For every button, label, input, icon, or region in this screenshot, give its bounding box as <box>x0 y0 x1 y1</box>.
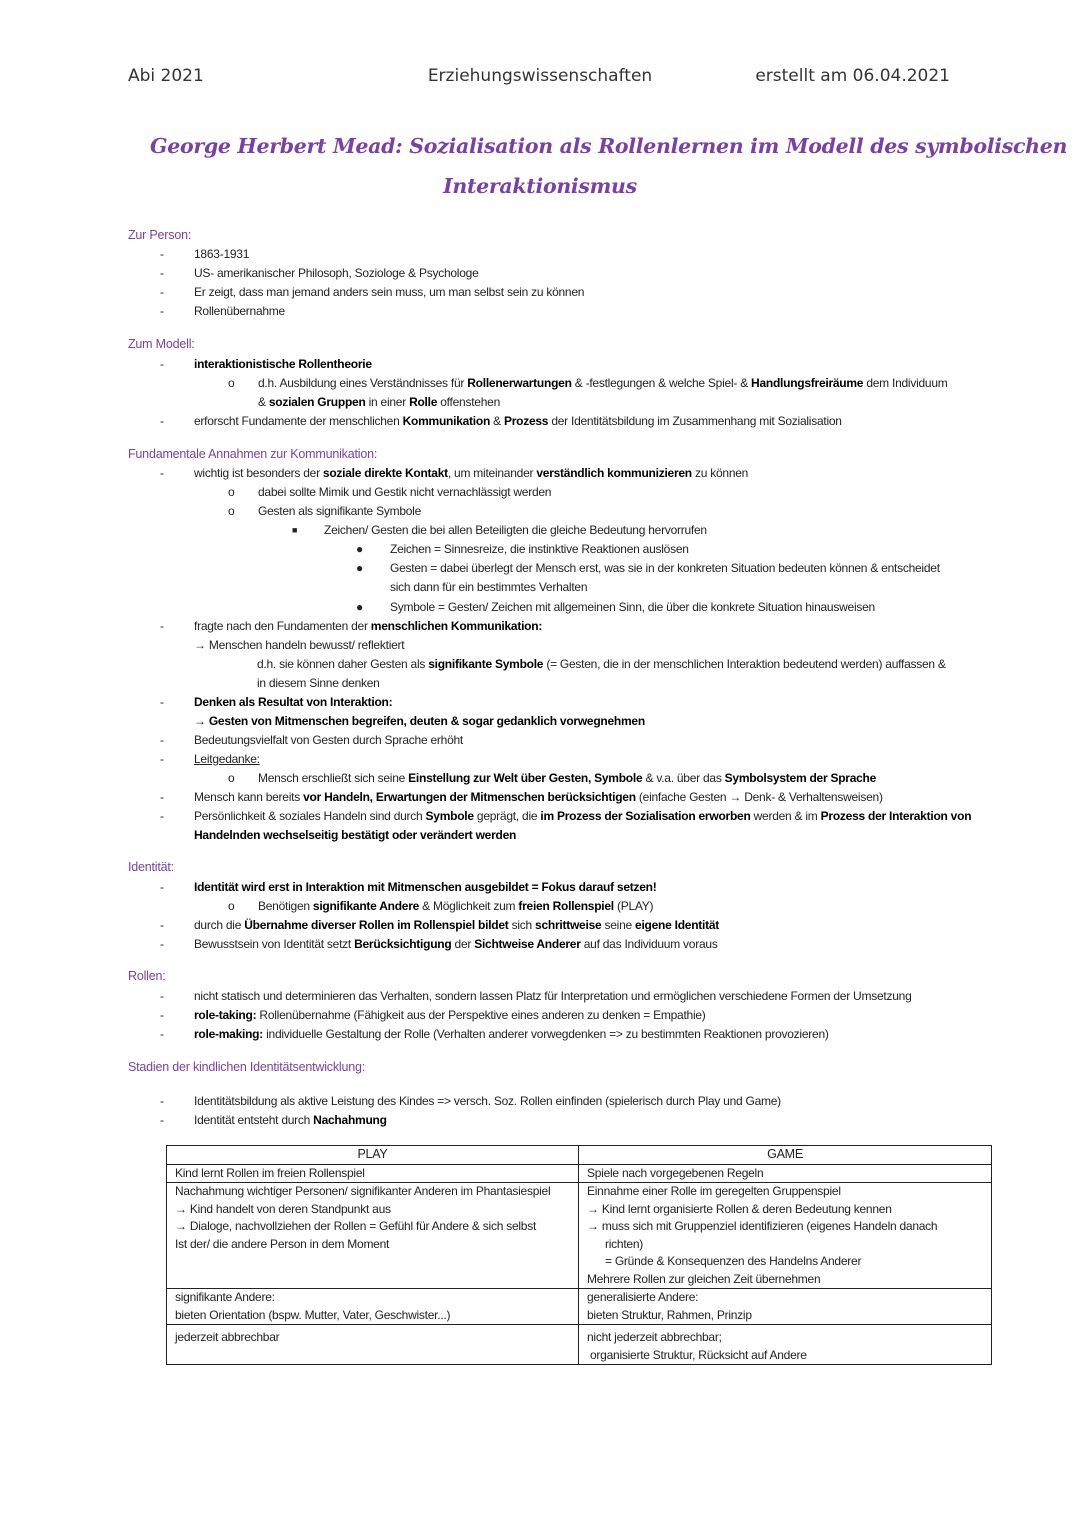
dot-bullet: ● <box>356 542 364 556</box>
modell-line: erforscht Fundamente der menschlichen Kommunikation & Prozess der Identitätsbildung im Zusammenhang mit Sozialisation <box>194 414 842 428</box>
cell-line: richten) <box>605 1236 644 1251</box>
kommunikation-line: Mensch kann bereits vor Handeln, Erwartungen der Mitmenschen berücksichtigen (einfache Gesten → Denk- & Verhaltensweisen) <box>194 790 883 804</box>
header-left: Abi 2021 <box>128 66 204 86</box>
header-center: Erziehungswissenschaften <box>427 66 653 86</box>
kommunikation-line: Gesten = dabei überlegt der Mensch erst, was sie in der konkreten Situation bedeuten können & entscheidet <box>390 561 940 575</box>
cell-line: bieten Orientation (bspw. Mutter, Vater, Geschwister...) <box>175 1307 451 1322</box>
dash-bullet: - <box>160 1113 164 1127</box>
table-cell-play <box>167 1164 579 1183</box>
stadien-line: Identität entsteht durch Nachahmung <box>194 1113 387 1127</box>
kommunikation-line: Handelnden wechselseitig bestätigt oder verändert werden <box>194 828 517 842</box>
cell-line: → Dialoge, nachvollziehen der Rollen = Gefühl für Andere & sich selbst <box>175 1219 537 1233</box>
circle-bullet: o <box>228 376 235 390</box>
section-heading-stadien: Stadien der kindlichen Identitätsentwicklung: <box>128 1060 365 1074</box>
kommunikation-line: Bedeutungsvielfalt von Gesten durch Sprache erhöht <box>194 733 464 747</box>
dash-bullet: - <box>160 1094 164 1108</box>
cell-line: bieten Struktur, Rahmen, Prinzip <box>587 1307 752 1322</box>
kommunikation-line: in diesem Sinne denken <box>257 676 380 690</box>
kommunikation-line: sich dann für ein bestimmtes Verhalten <box>390 580 588 594</box>
identitaet-line: Bewusstsein von Identität setzt Berücksichtigung der Sichtweise Anderer auf das Individuum voraus <box>194 937 718 951</box>
dash-bullet: - <box>160 266 164 280</box>
kommunikation-line: Gesten als signifikante Symbole <box>258 504 422 518</box>
circle-bullet: o <box>228 504 235 518</box>
table-cell-game <box>579 1183 992 1289</box>
dash-bullet: - <box>160 989 164 1003</box>
cell-line: → Kind lernt organisierte Rollen & deren Bedeutung kennen <box>587 1201 892 1216</box>
table-row <box>167 1325 992 1365</box>
dash-bullet: - <box>160 1008 164 1022</box>
section-heading-kommunikation: Fundamentale Annahmen zur Kommunikation: <box>128 447 378 461</box>
dash-bullet: - <box>160 937 164 951</box>
section-heading-identitaet: Identität: <box>128 860 174 874</box>
modell-line: interaktionistische Rollentheorie <box>194 357 372 371</box>
table-header-row <box>167 1146 992 1165</box>
cell-line: Ist der/ die andere Person in dem Moment <box>175 1236 390 1251</box>
kommunikation-line: Symbole = Gesten/ Zeichen mit allgemeinen Sinn, die über die konkrete Situation hinausweisen <box>390 600 875 614</box>
kommunikation-line: Mensch erschließt sich seine Einstellung zur Welt über Gesten, Symbole & v.a. über das Symbolsystem der Sprache <box>258 771 877 785</box>
cell-line: jederzeit abbrechbar <box>175 1330 280 1344</box>
rollen-line: role-taking: Rollenübernahme (Fähigkeit aus der Perspektive eines anderen zu denken = Empathie) <box>194 1008 706 1022</box>
dash-bullet: - <box>160 733 164 747</box>
kommunikation-line: d.h. sie können daher Gesten als signifikante Symbole (= Gesten, die in der menschlichen Interaktion bedeutend werden) auffassen & <box>257 657 946 671</box>
page-title-line1: George Herbert Mead: Sozialisation als Rollenlernen im Modell des symbolischen <box>150 134 1068 158</box>
table-row <box>167 1289 992 1325</box>
dash-bullet: - <box>160 809 164 823</box>
cell-line: = Gründe & Konsequenzen des Handelns Anderer <box>605 1254 862 1268</box>
dot-bullet: ● <box>356 561 364 575</box>
table-cell-play <box>167 1183 579 1289</box>
kommunikation-line: Leitgedanke: <box>194 752 260 766</box>
play-game-table <box>166 1145 992 1365</box>
kommunikation-line: Zeichen = Sinnesreize, die instinktive Reaktionen auslösen <box>390 542 689 556</box>
dash-bullet: - <box>160 918 164 932</box>
dash-bullet: - <box>160 1027 164 1041</box>
dash-bullet: - <box>160 414 164 428</box>
modell-line: & sozialen Gruppen in einer Rolle offenstehen <box>258 395 500 409</box>
table-cell-game <box>579 1164 992 1183</box>
cell-line: generalisierte Andere: <box>587 1290 699 1304</box>
cell-line: Nachahmung wichtiger Personen/ signifikanter Anderen im Phantasiespiel <box>175 1184 551 1198</box>
circle-bullet: o <box>228 771 235 785</box>
cell-line: signifikante Andere: <box>175 1290 275 1304</box>
table-header-play: PLAY <box>167 1146 579 1165</box>
dot-bullet: ● <box>356 600 364 614</box>
table-row <box>167 1164 992 1183</box>
section-heading-rollen: Rollen: <box>128 969 166 983</box>
dash-bullet: - <box>160 695 164 709</box>
dash-bullet: - <box>160 357 164 371</box>
kommunikation-line: fragte nach den Fundamenten der menschlichen Kommunikation: <box>194 619 543 633</box>
page-title-line2: Interaktionismus <box>443 174 637 198</box>
cell-line: nicht jederzeit abbrechbar; <box>587 1330 722 1344</box>
cell-line: Einnahme einer Rolle im geregelten Gruppenspiel <box>587 1184 841 1198</box>
cell-line: Spiele nach vorgegebenen Regeln <box>587 1165 764 1180</box>
person-item: US- amerikanischer Philosoph, Soziologe & Psychologe <box>194 266 479 280</box>
person-item: Rollenübernahme <box>194 304 285 318</box>
section-heading-person: Zur Person: <box>128 228 192 242</box>
rollen-line: role-making: individuelle Gestaltung der Rolle (Verhalten anderer vorwegdenken => zu bestimmten Reaktionen provozieren) <box>194 1027 829 1041</box>
cell-line: Mehrere Rollen zur gleichen Zeit übernehmen <box>587 1271 821 1286</box>
dash-bullet: - <box>160 285 164 299</box>
identitaet-line: Benötigen signifikante Andere & Möglichkeit zum freien Rollenspiel (PLAY) <box>258 899 654 913</box>
table-cell-game <box>579 1325 992 1365</box>
cell-line: → muss sich mit Gruppenziel identifizieren (eigenes Handeln danach <box>587 1219 938 1233</box>
dash-bullet: - <box>160 790 164 804</box>
identitaet-line: Identität wird erst in Interaktion mit Mitmenschen ausgebildet = Fokus darauf setzen! <box>194 880 657 894</box>
section-heading-modell: Zum Modell: <box>128 337 195 351</box>
table-header-game: GAME <box>579 1146 992 1165</box>
identitaet-line: durch die Übernahme diverser Rollen im Rollenspiel bildet sich schrittweise seine eigene Identität <box>194 918 720 932</box>
dash-bullet: - <box>160 752 164 766</box>
rollen-line: nicht statisch und determinieren das Verhalten, sondern lassen Platz für Interpretation und ermöglichen verschiedene Formen der Umsetzung <box>194 989 912 1003</box>
dash-bullet: - <box>160 247 164 261</box>
modell-line: d.h. Ausbildung eines Verständnisses für Rollenerwartungen & -festlegungen & welche Spiel- & Handlungsfreiräume dem Individuum <box>258 376 948 390</box>
kommunikation-line: wichtig ist besonders der soziale direkte Kontakt, um miteinander verständlich kommunizieren zu können <box>194 466 749 480</box>
kommunikation-line: Denken als Resultat von Interaktion: <box>194 695 393 709</box>
table-row <box>167 1183 992 1289</box>
circle-bullet: o <box>228 485 235 499</box>
kommunikation-line: → Menschen handeln bewusst/ reflektiert <box>194 638 405 652</box>
dash-bullet: - <box>160 466 164 480</box>
cell-line: Kind lernt Rollen im freien Rollenspiel <box>175 1165 365 1180</box>
cell-line: organisierte Struktur, Rücksicht auf Andere <box>590 1347 807 1362</box>
kommunikation-line: dabei sollte Mimik und Gestik nicht vernachlässigt werden <box>258 485 552 499</box>
circle-bullet: o <box>228 899 235 913</box>
header-right: erstellt am 06.04.2021 <box>755 66 950 86</box>
table-cell-play <box>167 1289 579 1325</box>
kommunikation-line: Persönlichkeit & soziales Handeln sind durch Symbole geprägt, die im Prozess der Sozialisation erworben werden & im Prozess der Interaktion von <box>194 809 972 823</box>
stadien-line: Identitätsbildung als aktive Leistung des Kindes => versch. Soz. Rollen einfinden (spielerisch durch Play und Game) <box>194 1094 781 1108</box>
square-bullet: ■ <box>292 525 298 535</box>
kommunikation-line: → Gesten von Mitmenschen begreifen, deuten & sogar gedanklich vorwegnehmen <box>194 714 645 728</box>
dash-bullet: - <box>160 880 164 894</box>
person-item: 1863-1931 <box>194 247 250 261</box>
table-cell-game <box>579 1289 992 1325</box>
kommunikation-line: Zeichen/ Gesten die bei allen Beteiligten die gleiche Bedeutung hervorrufen <box>324 523 707 537</box>
dash-bullet: - <box>160 304 164 318</box>
table-cell-play <box>167 1325 579 1365</box>
person-item: Er zeigt, dass man jemand anders sein muss, um man selbst sein zu können <box>194 285 585 299</box>
dash-bullet: - <box>160 619 164 633</box>
cell-line: → Kind handelt von deren Standpunkt aus <box>175 1201 391 1216</box>
